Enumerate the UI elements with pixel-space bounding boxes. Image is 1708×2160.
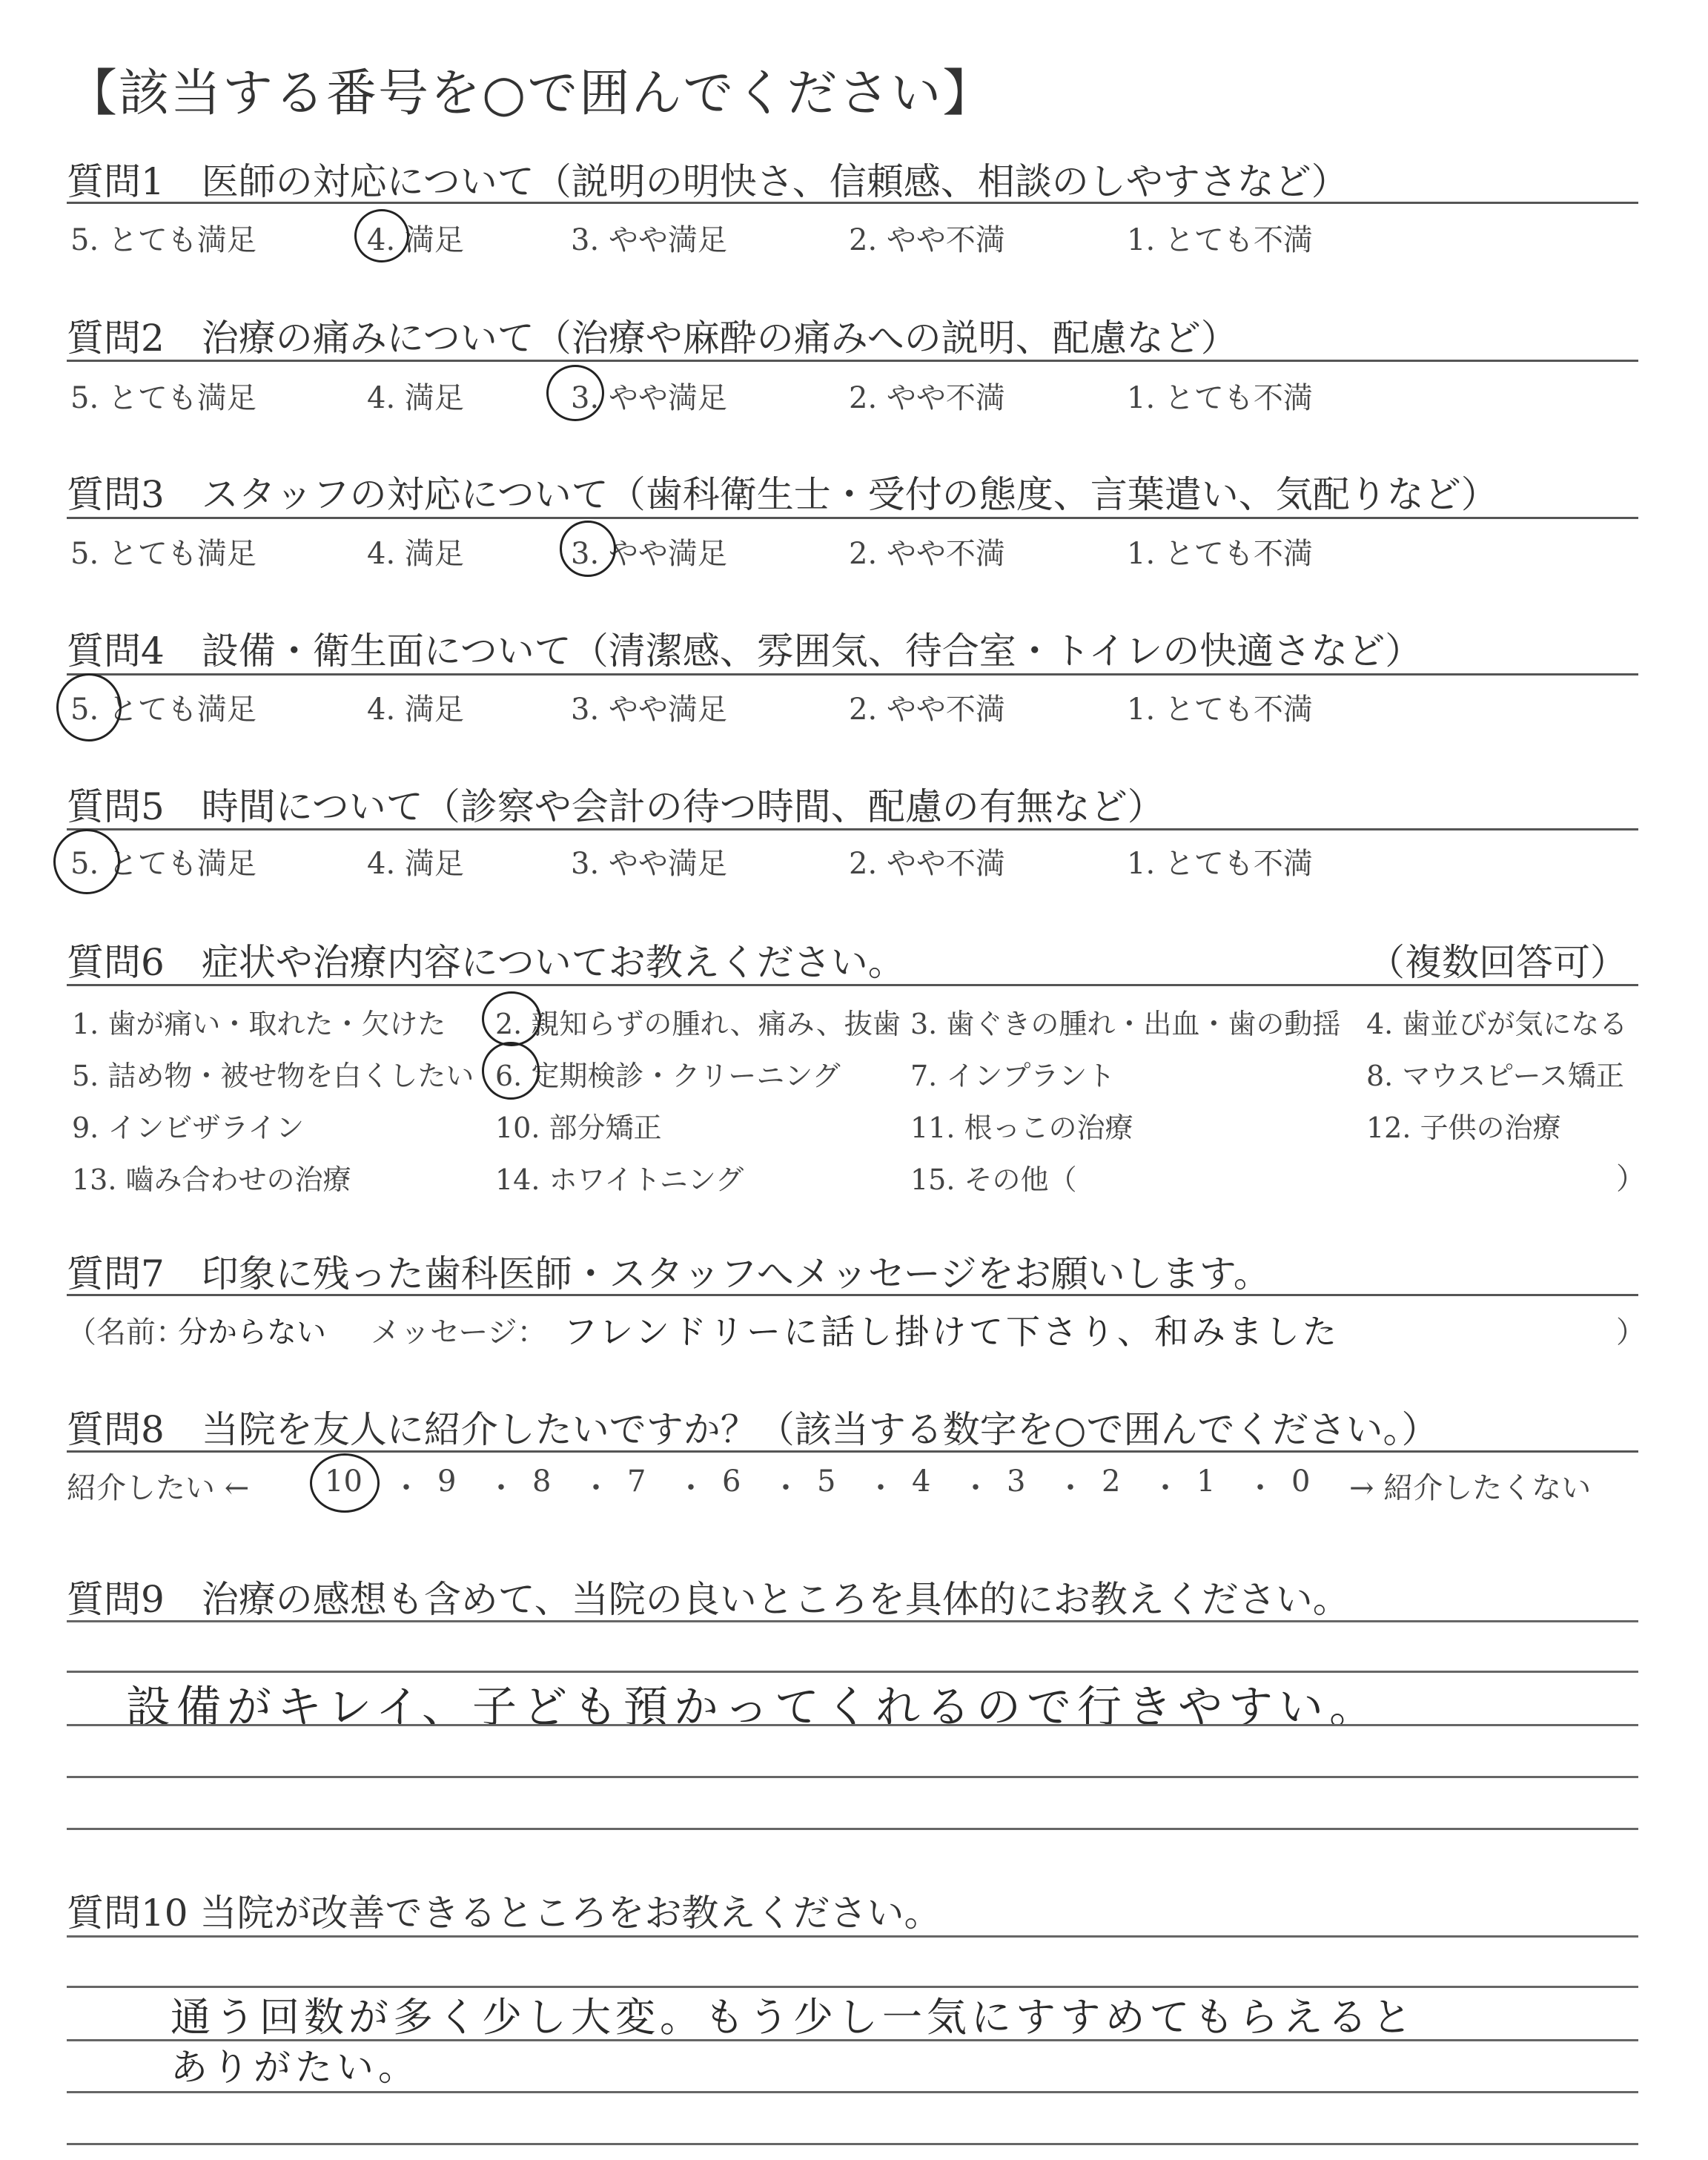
selection-circle [354,209,409,262]
name-value[interactable]: 分からない [178,1315,326,1350]
q4-option-4[interactable]: 4. 満足 [367,693,464,727]
separator: ・ [1151,1471,1180,1505]
q4-option-5[interactable]: 5. とても満足 [70,693,256,727]
q6-option-15[interactable]: 15. その他（ [910,1163,1077,1196]
question-8-title: 質問8 当院を友人に紹介したいですか？（該当する数字を○で囲んでください。） [67,1408,1439,1451]
divider [67,673,1638,676]
q2-option-2[interactable]: 2. やや不満 [849,381,1005,415]
recommend-left-label: 紹介したい ← [67,1471,250,1505]
recommend-1[interactable]: 1 [1196,1464,1216,1499]
q6-option-14[interactable]: 14. ホワイトニング [495,1163,744,1196]
separator: ・ [676,1471,706,1505]
separator: ・ [581,1471,611,1505]
q1-option-4[interactable]: 4. 満足 [367,223,464,257]
q3-option-2[interactable]: 2. やや不満 [849,537,1005,571]
q3-option-5[interactable]: 5. とても満足 [70,537,256,571]
q6-option-4[interactable]: 4. 歯並びが気になる [1366,1008,1628,1040]
message-value[interactable]: フレンドリーに話し掛けて下さり、和みました [563,1312,1340,1352]
q10-answer-line-2[interactable]: ありがたい。 [171,2046,420,2089]
q4-option-2[interactable]: 2. やや不満 [849,693,1005,727]
selection-circle [560,521,616,577]
question-4-title: 質問4 設備・衛生面について（清潔感、雰囲気、待合室・トイレの快適さなど） [67,630,1423,673]
recommend-4[interactable]: 4 [912,1464,931,1499]
answer-line [67,1724,1638,1726]
q4-option-1[interactable]: 1. とても不満 [1127,693,1313,727]
q6-option-10[interactable]: 10. 部分矯正 [495,1112,662,1144]
separator: ・ [486,1471,516,1505]
answer-line [67,2091,1638,2093]
q6-option-8[interactable]: 8. マウスピース矯正 [1366,1060,1624,1092]
divider [67,517,1638,519]
q2-option-1[interactable]: 1. とても不満 [1127,381,1313,415]
divider [67,360,1638,362]
q2-option-4[interactable]: 4. 満足 [367,381,464,415]
recommend-9[interactable]: 9 [437,1464,457,1499]
question-7-title: 質問7 印象に残った歯科医師・スタッフへメッセージをお願いします。 [67,1252,1271,1295]
separator: ・ [866,1471,896,1505]
q6-option-11[interactable]: 11. 根っこの治療 [910,1112,1133,1144]
recommend-6[interactable]: 6 [722,1464,741,1499]
question-2-title: 質問2 治療の痛みについて（治療や麻酔の痛みへの説明、配慮など） [67,317,1238,360]
q6-option-7[interactable]: 7. インプラント [910,1060,1116,1092]
q2-option-5[interactable]: 5. とても満足 [70,381,256,415]
q6-close-paren: ） [1616,1162,1646,1196]
answer-line [67,1776,1638,1778]
separator: ・ [961,1471,990,1505]
q6-option-12[interactable]: 12. 子供の治療 [1366,1112,1561,1144]
q5-option-3[interactable]: 3. やや満足 [571,847,727,881]
q4-option-3[interactable]: 3. やや満足 [571,693,727,727]
question-6-title: 質問6 症状や治療内容についてお教えください。 [67,941,905,984]
q1-option-1[interactable]: 1. とても不満 [1127,223,1313,257]
answer-line [67,1620,1638,1622]
form-header: 【該当する番号を○で囲んでください】 [67,65,995,123]
q1-option-3[interactable]: 3. やや満足 [571,223,727,257]
message-label: メッセージ： [371,1315,547,1350]
q3-option-1[interactable]: 1. とても不満 [1127,537,1313,571]
recommend-8[interactable]: 8 [532,1464,552,1499]
q7-close-paren: ） [1616,1315,1646,1350]
separator: ・ [1245,1471,1275,1505]
q1-option-5[interactable]: 5. とても満足 [70,223,256,257]
q3-option-4[interactable]: 4. 満足 [367,537,464,571]
recommend-3[interactable]: 3 [1007,1464,1026,1499]
q6-option-13[interactable]: 13. 嚙み合わせの治療 [72,1163,351,1196]
separator: ・ [391,1471,421,1505]
selection-circle [310,1453,380,1513]
q5-option-2[interactable]: 2. やや不満 [849,847,1005,881]
question-10-title: 質問10 当院が改善できるところをお教えください。 [67,1892,941,1935]
divider [67,984,1638,986]
q5-option-4[interactable]: 4. 満足 [367,847,464,881]
question-5-title: 質問5 時間について（診察や会計の待つ時間、配慮の有無など） [67,785,1165,828]
answer-line [67,1935,1638,1938]
answer-line [67,1828,1638,1830]
selection-circle [482,991,541,1046]
recommend-5[interactable]: 5 [817,1464,836,1499]
divider [67,828,1638,830]
answer-line [67,2039,1638,2041]
selection-circle [53,829,120,894]
divider [67,202,1638,204]
recommend-10[interactable]: 10 [325,1464,363,1499]
recommend-7[interactable]: 7 [627,1464,646,1499]
q5-option-1[interactable]: 1. とても不満 [1127,847,1313,881]
q6-option-1[interactable]: 1. 歯が痛い・取れた・欠けた [72,1008,446,1040]
divider [67,1294,1638,1296]
q6-option-6[interactable]: 6. 定期検診・クリーニング [495,1060,841,1092]
answer-line [67,2143,1638,2145]
recommend-2[interactable]: 2 [1102,1464,1121,1499]
selection-circle [546,365,604,421]
q10-answer-line-1[interactable]: 通う回数が多く少し大変。もう少し一気にすすめてもらえると [171,1994,1417,2041]
question-3-title: 質問3 スタッフの対応について（歯科衛生士・受付の態度、言葉遣い、気配りなど） [67,473,1498,516]
q6-option-9[interactable]: 9. インビザライン [72,1112,305,1144]
q6-option-2[interactable]: 2. 親知らずの腫れ、痛み、抜歯 [495,1008,901,1040]
selection-circle [56,673,122,742]
separator: ・ [771,1471,801,1505]
q6-option-5[interactable]: 5. 詰め物・被せ物を白くしたい [72,1060,474,1092]
recommend-right-label: → 紹介したくない [1349,1471,1592,1505]
separator: ・ [1056,1471,1085,1505]
recommend-0[interactable]: 0 [1291,1464,1311,1499]
q6-option-3[interactable]: 3. 歯ぐきの腫れ・出血・歯の動揺 [910,1008,1341,1040]
q9-answer[interactable]: 設備がキレイ、子ども預かってくれるので行きやすい。 [126,1682,1380,1734]
question-1-title: 質問1 医師の対応について（説明の明快さ、信頼感、相談のしやすさなど） [67,160,1348,203]
q5-option-5[interactable]: 5. とても満足 [70,847,256,881]
question-6-note: （複数回答可） [1368,941,1627,984]
divider [67,1450,1638,1453]
selection-circle [482,1042,540,1100]
question-9-title: 質問9 治療の感想も含めて、当院の良いところを具体的にお教えください。 [67,1578,1350,1621]
q1-option-2[interactable]: 2. やや不満 [849,223,1005,257]
q2-option-3[interactable]: 3. やや満足 [571,381,727,415]
q3-option-3[interactable]: 3. やや満足 [571,537,727,571]
name-label: （名前： [67,1315,185,1350]
